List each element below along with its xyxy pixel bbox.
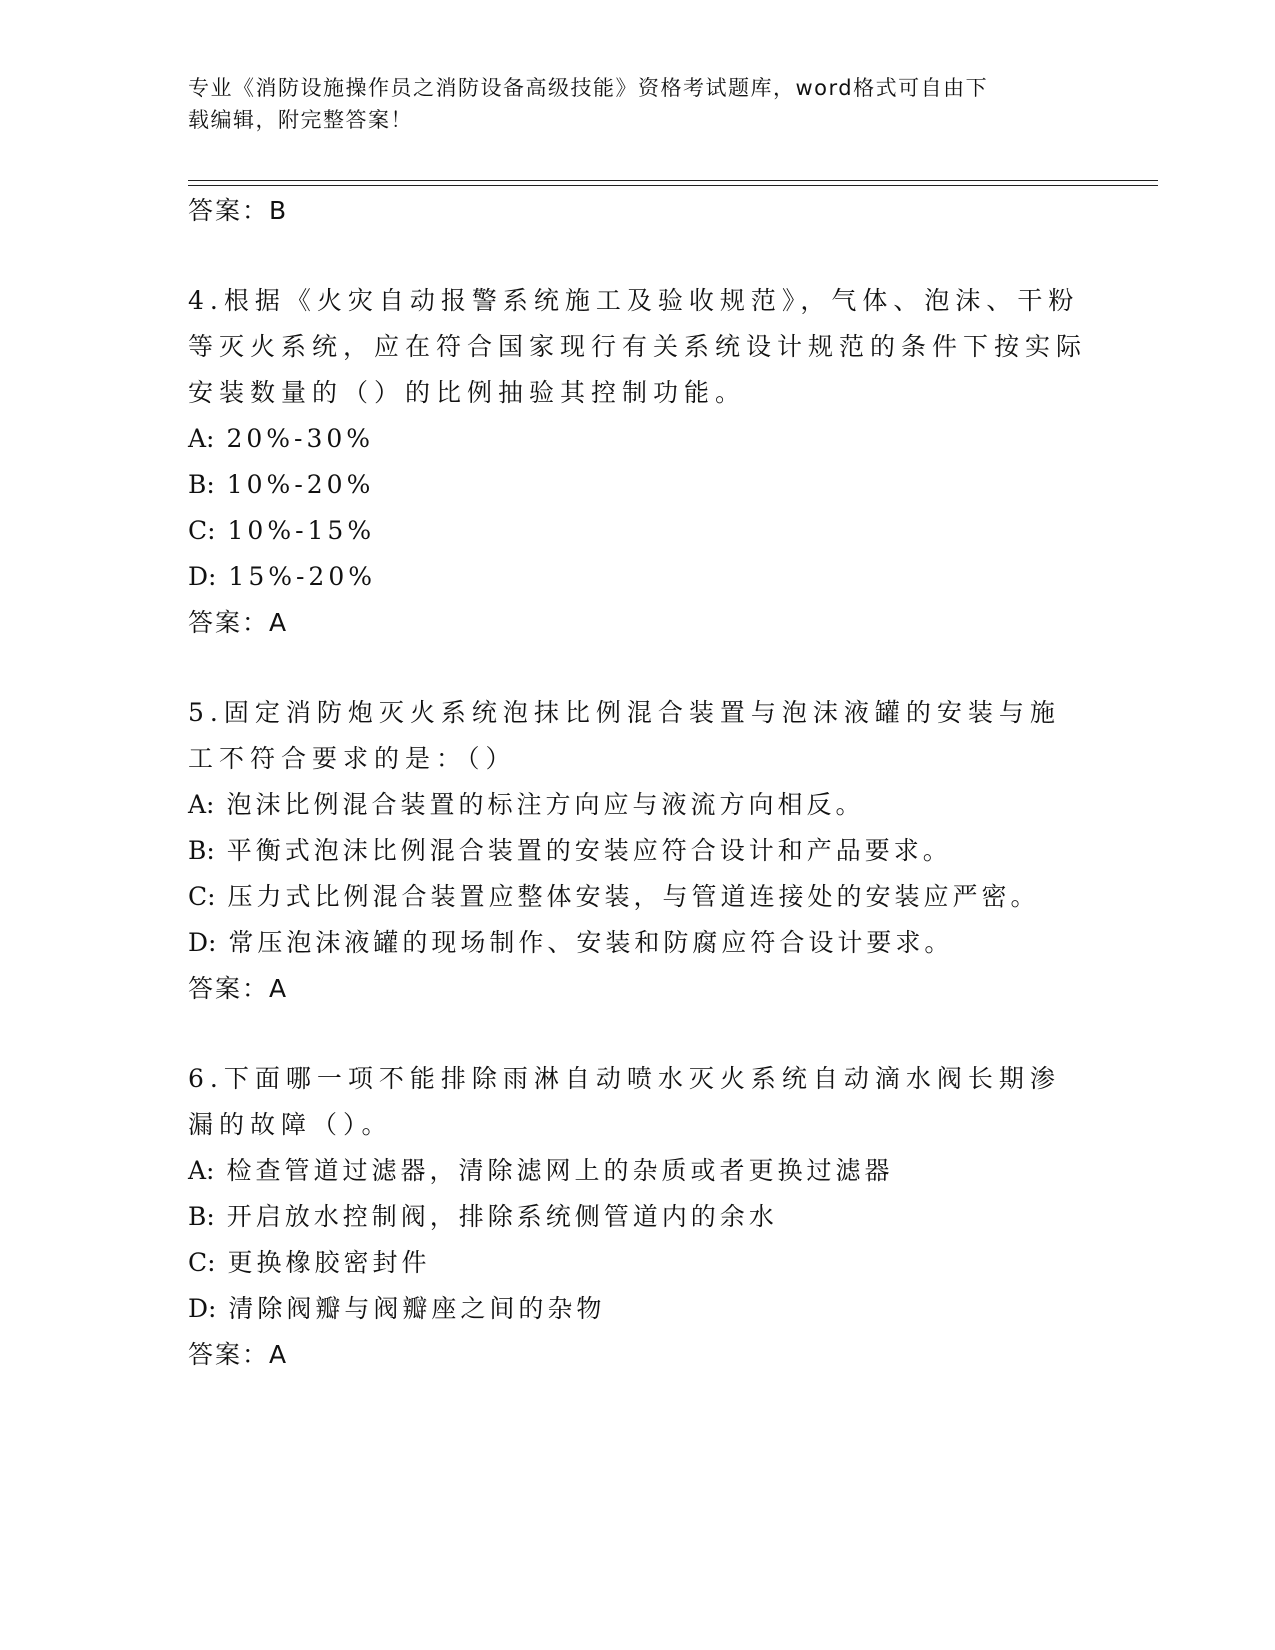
option-text: 10%-20% — [226, 470, 375, 499]
option-letter: A: — [188, 424, 215, 453]
option-letter: C: — [188, 516, 216, 545]
option-letter: D: — [188, 1294, 217, 1323]
option-text: 更换橡胶密封件 — [227, 1248, 431, 1277]
option-letter: C: — [188, 1248, 216, 1277]
option-c — [188, 874, 1088, 920]
header-line-2: 载编辑，附完整答案！ — [188, 108, 413, 132]
option-text: 常压泡沫液罐的现场制作、安装和防腐应符合设计要求。 — [228, 928, 954, 957]
option-c — [188, 1240, 1088, 1286]
option-text: 15%-20% — [228, 562, 377, 591]
option-letter: B: — [188, 470, 215, 499]
option-a — [188, 416, 1088, 462]
option-letter: D: — [188, 562, 217, 591]
option-text: 检查管道过滤器，清除滤网上的杂质或者更换过滤器 — [226, 1156, 894, 1185]
option-letter: A: — [188, 1156, 215, 1185]
option-text: 20%-30% — [226, 424, 375, 453]
question-4 — [188, 278, 1088, 646]
option-text: 清除阀瓣与阀瓣座之间的杂物 — [228, 1294, 606, 1323]
option-text: 平衡式泡沫比例混合装置的安装应符合设计和产品要求。 — [226, 836, 952, 865]
option-letter: C: — [188, 882, 216, 911]
header-line-1: 专业《消防设施操作员之消防设备高级技能》资格考试题库，word格式可自由下 — [188, 76, 989, 100]
answer-line: 答案：B — [188, 196, 289, 225]
option-d — [188, 920, 1088, 966]
document-header — [188, 72, 1068, 136]
question-stem: 5.固定消防炮灭火系统泡抹比例混合装置与泡沫液罐的安装与施工不符合要求的是：（） — [188, 698, 1061, 773]
option-text: 泡沫比例混合装置的标注方向应与液流方向相反。 — [226, 790, 865, 819]
option-text: 压力式比例混合装置应整体安装，与管道连接处的安装应严密。 — [227, 882, 1040, 911]
question-list — [188, 188, 1088, 1378]
option-b — [188, 1194, 1088, 1240]
option-c — [188, 508, 1088, 554]
question-5 — [188, 690, 1088, 1012]
answer-line: 答案：A — [188, 974, 289, 1003]
header-rule-top — [188, 180, 1158, 181]
option-letter: B: — [188, 1202, 215, 1231]
option-letter: A: — [188, 790, 215, 819]
question-stem: 6.下面哪一项不能排除雨淋自动喷水灭火系统自动滴水阀长期渗漏的故障（）。 — [188, 1064, 1061, 1139]
option-a — [188, 1148, 1088, 1194]
answer-line: 答案：A — [188, 1340, 289, 1369]
header-rule-bottom — [188, 185, 1158, 186]
option-b — [188, 828, 1088, 874]
option-text: 开启放水控制阀，排除系统侧管道内的余水 — [226, 1202, 778, 1231]
option-letter: D: — [188, 928, 217, 957]
option-letter: B: — [188, 836, 215, 865]
option-a — [188, 782, 1088, 828]
question-stem: 4.根据《火灾自动报警系统施工及验收规范》，气体、泡沫、干粉等灭火系统，应在符合国家现行有关系统设计规范的条件下按实际安装数量的（）的比例抽验其控制功能。 — [188, 286, 1088, 407]
option-text: 10%-15% — [227, 516, 376, 545]
option-d — [188, 1286, 1088, 1332]
answer-line: 答案：A — [188, 608, 289, 637]
option-d — [188, 554, 1088, 600]
question-6 — [188, 1056, 1088, 1378]
option-b — [188, 462, 1088, 508]
